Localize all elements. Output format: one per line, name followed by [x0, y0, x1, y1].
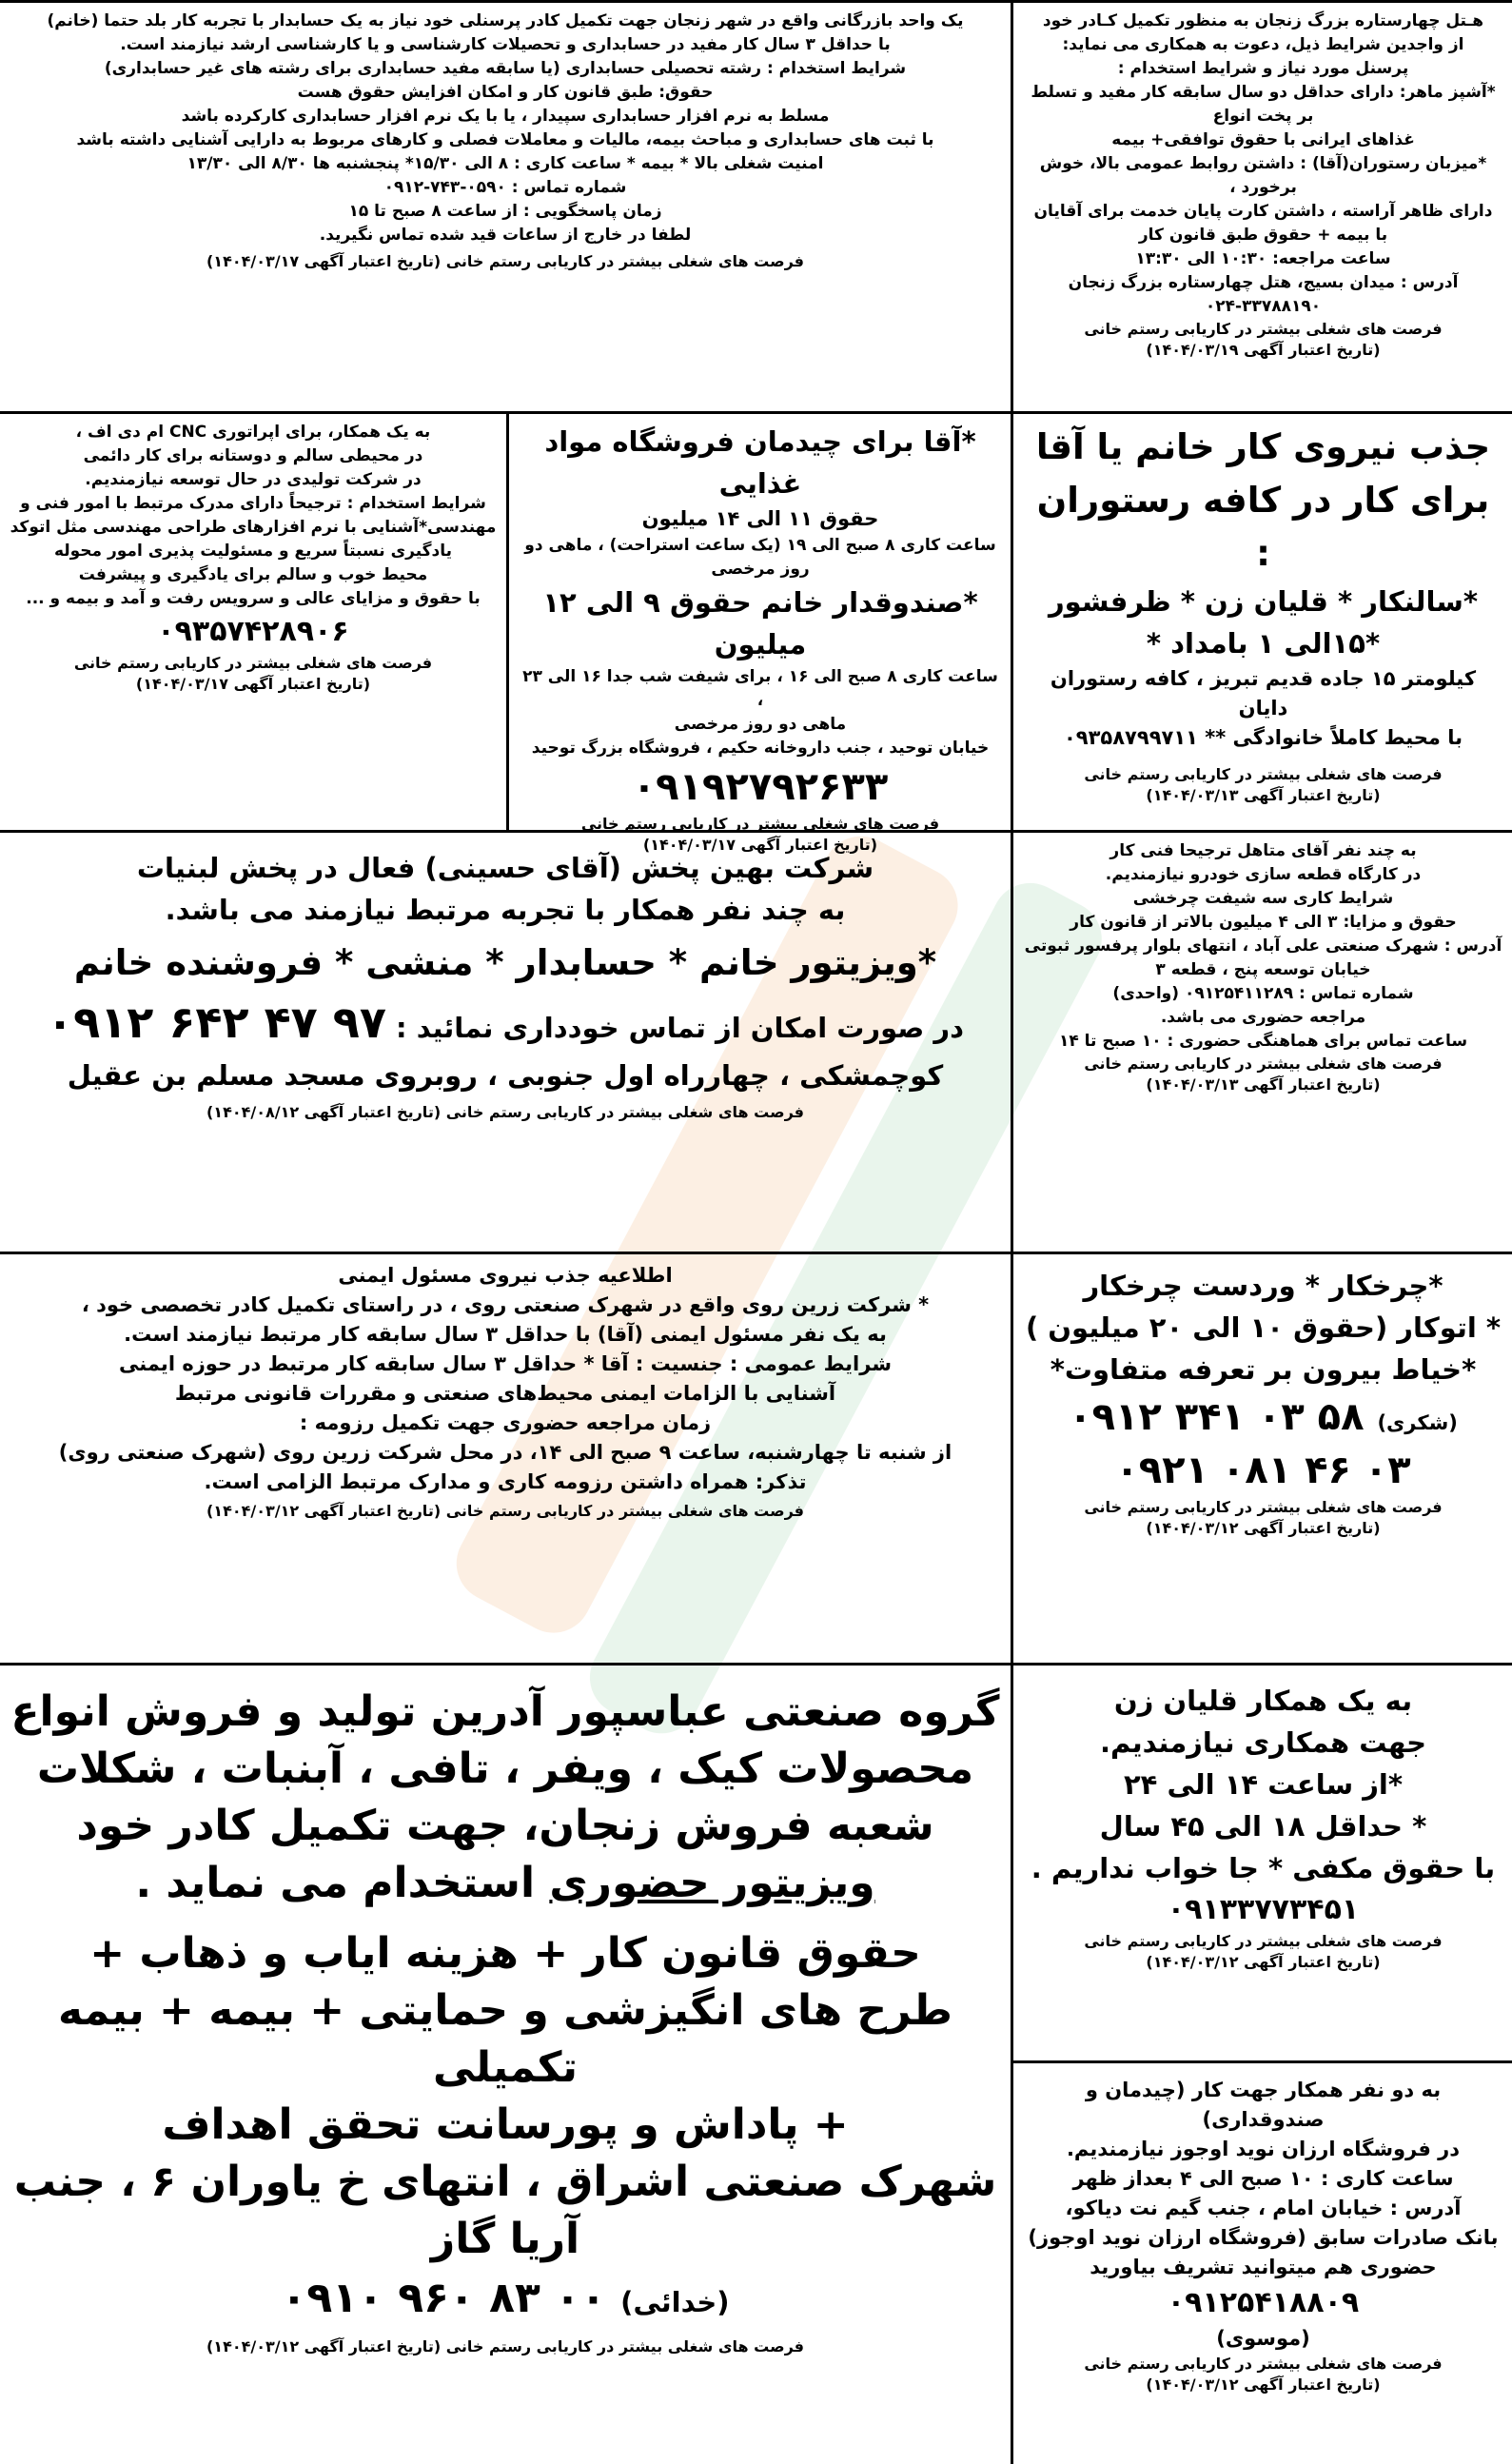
ad-line: شهرک صنعتی اشراق ، انتهای خ یاوران ۶ ، جنب آریا گاز — [13, 2158, 997, 2263]
ad-line: آشنایی با الزامات ایمنی محیط‌های صنعتی و مقررات قانونی مرتبط — [174, 1382, 836, 1405]
ad-line: در کارگاه قطعه سازی خودرو نیازمندیم. — [1105, 865, 1422, 884]
ad-line: شرایط استخدام : ترجیحاً دارای مدرک مرتبط با امور فنی و — [20, 494, 486, 513]
ad-line: طرح های انگیزشی و حمایتی + بیمه + بیمه تکمیلی — [58, 1986, 952, 2092]
ad-dairy — [0, 834, 1011, 1252]
ad-date: (تاریخ اعتبار آگهی ۱۴۰۴/۰۳/۱۲) — [1146, 2375, 1381, 2394]
ad-line: خیابان توسعه پنج ، قطعه ۳ — [1155, 960, 1371, 979]
ad-headline: * اتوکار (حقوق ۱۰ الی ۲۰ میلیون ) — [1025, 1311, 1502, 1344]
ad-headline: محصولات کیک ، ویفر ، تافی ، آبنبات ، شکلات — [36, 1745, 974, 1793]
ad-line: در شرکت تولیدی در حال توسعه نیازمندیم. — [85, 470, 422, 489]
ad-headline: شرکت بهین پخش (آقای حسینی) فعال در پخش لبنیات — [136, 852, 874, 884]
ad-confectionery — [0, 1666, 1011, 2464]
ad-line: شرایط استخدام : رشته تحصیلی حسابداری (یا سابقه مفید حسابداری برای رشته های غیر حسابداری) — [104, 59, 907, 78]
ad-line: بانک صادرات سابق (فروشگاه ارزان نوید اوجوز) — [1028, 2226, 1499, 2249]
ad-line: با حقوق مکفی * جا خواب نداریم . — [1031, 1852, 1496, 1884]
ad-line: با حداقل ۳ سال کار مفید در حسابداری و تحصیلات کارشناسی و یا کارشناسی ارشد نیازمند است. — [120, 35, 891, 54]
ad-footer-text: فرصت های شغلی بیشتر در کاریابی رستم خانی — [445, 1103, 805, 1121]
ad-date: (تاریخ اعتبار آگهی ۱۴۰۴/۰۳/۱۲) — [206, 1502, 442, 1520]
ad-headline: اطلاعیه جذب نیروی مسئول ایمنی — [338, 1264, 673, 1287]
ad-line: حقوق قانون کار + هزینه ایاب و ذهاب + — [89, 1929, 921, 1978]
ad-line: ساعت کاری ۸ صبح الی ۱۶ ، برای شیفت شب جدا ۱۶ الی ۲۳ ، — [522, 667, 998, 710]
ad-line: از شنبه تا چهارشنبه، ساعت ۹ صبح الی ۱۴، در محل شرکت زرین روی (شهرک صنعتی روی) — [58, 1441, 952, 1464]
ad-line: غذاهای ایرانی با حقوق توافقی+ بیمه — [1111, 130, 1415, 149]
ad-line: زمان مراجعه حضوری جهت تکمیل رزومه : — [299, 1411, 712, 1434]
ad-headline: *ویزیتور خانم * حسابدار * منشی * فروشنده خانم — [73, 942, 937, 983]
ad-footer — [10, 1501, 1001, 1522]
ad-line: هـتل چهارستاره بزرگ زنجان به منظور تکمیل کـادر خود — [1042, 11, 1484, 30]
ad-line: به چند نفر آقای متاهل ترجیحا فنی کار — [1109, 841, 1417, 860]
ad-phone-line — [10, 2268, 1001, 2329]
ad-footer — [10, 1102, 1001, 1123]
divider — [1012, 2060, 1512, 2063]
ad-footer: فرصت های شغلی بیشتر در کاریابی رستم خانی — [1084, 320, 1443, 338]
ad-grocery — [510, 415, 1011, 854]
ad-line: با حقوق و مزایای عالی و سرویس رفت و آمد و بیمه و ... — [26, 589, 481, 608]
ad-line: به یک همکار، برای اپراتوری CNC ام دی اف ، — [75, 423, 431, 442]
ad-line: پرسنل مورد نیاز و شرایط استخدام : — [1117, 59, 1409, 78]
ad-line: به چند نفر همکار با تجربه مرتبط نیازمند می باشد. — [165, 894, 846, 926]
ad-headline: گروه صنعتی عباسپور آدرین تولید و فروش انواع — [10, 1687, 1000, 1736]
ad-headline: *چرخکار * وردست چرخکار — [1083, 1270, 1443, 1302]
ad-line: مراجعه حضوری می باشد. — [1160, 1008, 1366, 1027]
ad-footer: فرصت های شغلی بیشتر در کاریابی رستم خانی — [580, 815, 940, 833]
ad-phone: ۰۹۱۰ ۹۶۰ ۸۳ ۰۰ — [281, 2274, 606, 2322]
ad-line: به یک نفر مسئول ایمنی (آقا) با حداقل ۳ سال سابقه کار مرتبط نیازمند است. — [124, 1323, 887, 1346]
ad-footer: فرصت های شغلی بیشتر در کاریابی رستم خانی — [73, 654, 433, 672]
divider — [1011, 0, 1013, 2464]
ad-headline: به دو نفر همکار جهت کار (چیدمان و صندوقداری) — [1085, 2079, 1442, 2131]
ad-line: زمان پاسخگویی : از ساعت ۸ صبح تا ۱۵ — [348, 202, 662, 221]
ad-date: (تاریخ اعتبار آگهی ۱۴۰۴/۰۳/۱۲) — [1146, 1519, 1381, 1537]
ad-headline: *صندوقدار خانم حقوق ۹ الی ۱۲ میلیون — [542, 586, 978, 660]
ad-headline: شعبه فروش زنجان، جهت تکمیل کادر خود — [76, 1802, 934, 1850]
ad-line: *۱۵الی ۱ بامداد * — [1146, 627, 1381, 660]
divider — [0, 1663, 1512, 1666]
ad-line: آدرس : خیابان امام ، جنب گیم نت دیاکو، — [1065, 2197, 1462, 2219]
ad-line: *از ساعت ۱۴ الی ۲۴ — [1123, 1768, 1404, 1801]
ad-footer — [10, 2336, 1001, 2357]
ad-phone-note: (موسوی) — [1216, 2327, 1310, 2350]
ad-line: در فروشگاه ارزان نوید اوجوز نیازمندیم. — [1066, 2138, 1461, 2160]
ad-line: خیابان توحید ، جنب داروخانه حکیم ، فروشگاه بزرگ توحید — [531, 739, 990, 758]
ad-phone: ۰۹۳۵۷۴۲۸۹۰۶ — [157, 615, 349, 648]
ad-line: محیط خوب و سالم برای یادگیری و پیشرفت — [78, 565, 428, 584]
ad-hookah — [1014, 1666, 1512, 2060]
ad-phone: شماره تماس : ۰۵۹۰-۷۴۳-۰۹۱۲ — [383, 178, 627, 197]
ad-date: (تاریخ اعتبار آگهی ۱۴۰۴/۰۳/۱۳) — [1146, 786, 1381, 804]
ad-line: *سالنکار * قلیان زن * ظرفشور — [1048, 585, 1479, 618]
ad-line: جهت همکاری نیازمندیم. — [1099, 1726, 1426, 1759]
ad-line: آدرس : شهرک صنعتی علی آباد ، انتهای بلوار پرفسور ثبوتی — [1024, 936, 1502, 956]
ad-footer: فرصت های شغلی بیشتر در کاریابی رستم خانی — [1084, 1932, 1443, 1950]
ad-date: (تاریخ اعتبار آگهی ۱۴۰۴/۰۳/۱۷) — [135, 675, 371, 693]
ad-line: امنیت شغلی بالا * بیمه * ساعت کاری : ۸ الی ۱۵/۳۰* پنجشنبه ها ۸/۳۰ الی ۱۳/۳۰ — [187, 154, 824, 173]
ad-line-text: در صورت امکان از تماس خودداری نمائید : — [396, 1012, 964, 1044]
ad-phone-line — [1024, 1390, 1502, 1444]
ad-footer: فرصت های شغلی بیشتر در کاریابی رستم خانی — [1084, 1055, 1443, 1073]
ad-line: حضوری هم میتوانید تشریف بیاورید — [1090, 2256, 1437, 2278]
ad-line: حقوق و مزایا: ۳ الی ۴ میلیون بالاتر از قانون کار — [1070, 913, 1457, 932]
ad-accounting — [0, 4, 1011, 411]
ad-date: (تاریخ اعتبار آگهی ۱۴۰۴/۰۸/۱۲) — [206, 1103, 442, 1121]
ad-line: ساعت مراجعه: ۱۰:۳۰ الی ۱۳:۳۰ — [1135, 249, 1391, 268]
ad-hotel — [1014, 4, 1512, 411]
ad-headline — [10, 1855, 1001, 1912]
ad-phone-note: (شکری) — [1377, 1411, 1458, 1434]
ad-line: در محیطی سالم و دوستانه برای کار دائمی — [83, 446, 423, 465]
ad-sewing — [1014, 1255, 1512, 1663]
ad-phone-note: (خدائی) — [620, 2286, 730, 2318]
ad-footer-text: فرصت های شغلی بیشتر در کاریابی رستم خانی — [445, 2337, 805, 2356]
ad-line: *آشپز ماهر: دارای حداقل دو سال سابقه کار مفید و تسلط بر پخت انواع — [1031, 83, 1496, 126]
ad-line: تذکر: همراه داشتن رزومه کاری و مدارک مرتبط الزامی است. — [204, 1470, 807, 1493]
ad-phone: ۰۹۱۲ ۶۴۲ ۴۷ ۹۷ — [47, 996, 386, 1048]
ad-workshop — [1014, 834, 1512, 1252]
ad-footer: فرصت های شغلی بیشتر در کاریابی رستم خانی — [1084, 765, 1443, 783]
ad-date: (تاریخ اعتبار آگهی ۱۴۰۴/۰۳/۱۳) — [1146, 1075, 1381, 1094]
ad-cnc — [0, 415, 506, 830]
ad-footer: فرصت های شغلی بیشتر در کاریابی رستم خانی — [1084, 2355, 1443, 2373]
ad-line: کوچمشکی ، چهارراه اول جنوبی ، روبروی مسجد مسلم بن عقیل — [67, 1059, 944, 1092]
ad-line: + پاداش و پورسانت تحقق اهداف — [162, 2100, 849, 2149]
ad-line: * شرکت زرین روی واقع در شهرک صنعتی روی ، در راستای تکمیل کادر تخصصی خود ، — [81, 1293, 930, 1316]
ad-headline: به یک همکار قلیان زن — [1113, 1685, 1413, 1717]
ad-line: *میزبان رستوران(آقا) : داشتن روابط عمومی بالا، خوش برخورد ، — [1039, 154, 1487, 197]
ad-line: یک واحد بازرگانی واقع در شهر زنجان جهت تکمیل کادر پرسنلی خود نیاز به یک حسابدار با تجربه کار بلد حتما (خانم) — [47, 11, 964, 30]
ad-headline: *خیاط بیرون بر تعرفه متفاوت* — [1050, 1353, 1477, 1386]
ad-footer-text: فرصت های شغلی بیشتر در کاریابی رستم خانی — [445, 1502, 805, 1520]
ad-line: شرایط کاری سه شیفت چرخشی — [1132, 889, 1394, 908]
ad-date: (تاریخ اعتبار آگهی ۱۴۰۴/۰۳/۱۲) — [1146, 1953, 1381, 1971]
ad-line: ساعت کاری ۸ صبح الی ۱۹ (یک ساعت استراحت) ، ماهی دو روز مرخصی — [524, 536, 996, 579]
ad-line — [10, 995, 1001, 1049]
ad-line: با بیمه + حقوق طبق قانون کار — [1138, 226, 1388, 245]
ad-line: از واجدین شرایط ذیل، دعوت به همکاری می نماید: — [1062, 35, 1464, 54]
ad-phone: شماره تماس : ۰۹۱۲۵۴۱۱۲۸۹ (واحدی) — [1112, 984, 1414, 1003]
ad-phone: ۰۹۱۲۵۴۱۸۸۰۹ — [1167, 2286, 1360, 2319]
ad-highlight: ویزیتور حضوری — [549, 1859, 875, 1907]
divider — [0, 1252, 1512, 1254]
ad-line: * حداقل ۱۸ الی ۴۵ سال — [1099, 1810, 1427, 1843]
ad-headline: *آقا برای چیدمان فروشگاه مواد غذایی — [544, 425, 976, 500]
ad-line: شرایط عمومی : جنسیت : آقا * حداقل ۳ سال سابقه کار مرتبط در حوزه ایمنی — [119, 1352, 892, 1375]
ad-line: دارای ظاهر آراسته ، داشتن کارت پایان خدمت برای آقایان — [1033, 202, 1493, 221]
ad-headline: برای کار در کافه رستوران : — [1036, 480, 1490, 574]
ad-phone: ۰۹۱۹۲۷۹۲۶۳۳ — [632, 765, 889, 809]
ad-line: ساعت تماس برای هماهنگی حضوری : ۱۰ صبح تا ۱۴ — [1058, 1032, 1468, 1051]
ad-phone: ۰۹۲۱ ۰۸۱ ۴۶ ۰۳ — [1115, 1449, 1411, 1492]
ad-line: با ثبت های حسابداری و مباحث بیمه، مالیات و معاملات فصلی و کارهای مربوط به دارایی آشنایی داشته باشد — [76, 130, 934, 149]
ad-line: مهندسی*آشنایی با نرم افزارهای طراحی مهندسی مثل اتوکد — [10, 518, 497, 537]
ad-line: حقوق: طبق قانون کار و امکان افزایش حقوق هست — [297, 83, 714, 102]
ad-store — [1014, 2064, 1512, 2464]
ad-date: (تاریخ اعتبار آگهی ۱۴۰۴/۰۳/۱۷) — [642, 836, 878, 854]
ad-headline: جذب نیروی کار خانم یا آقا — [1035, 426, 1491, 467]
ad-headline-rest: استخدام می نماید . — [135, 1859, 550, 1907]
divider — [0, 411, 1512, 414]
ad-line: حقوق ۱۱ الی ۱۴ میلیون — [641, 507, 879, 530]
ad-date: (تاریخ اعتبار آگهی ۱۴۰۴/۰۳/۱۷) — [206, 252, 442, 270]
divider — [506, 411, 509, 830]
ad-date: (تاریخ اعتبار آگهی ۱۴۰۴/۰۳/۱۹) — [1146, 341, 1381, 359]
divider — [0, 0, 1512, 3]
ad-date: (تاریخ اعتبار آگهی ۱۴۰۴/۰۳/۱۲) — [206, 2337, 442, 2356]
ad-line: با محیط کاملاً خانوادگی ** ۰۹۳۵۸۷۹۹۷۱۱ — [1063, 726, 1463, 749]
ad-safety — [0, 1255, 1011, 1663]
ad-line: ماهی دو روز مرخصی — [674, 715, 847, 734]
ad-cafe — [1014, 415, 1512, 830]
ad-phone: ۰۲۴-۳۳۷۸۸۱۹۰ — [1205, 297, 1322, 316]
ad-line: مسلط به نرم افزار حسابداری سپیدار ، یا با یک نرم افزار حسابداری کارکرده باشد — [181, 107, 830, 126]
ad-footer: فرصت های شغلی بیشتر در کاریابی رستم خانی — [1084, 1498, 1443, 1516]
ad-line: یادگیری نسبتاً سریع و مسئولیت پذیری امور محوله — [53, 542, 453, 561]
ad-footer — [10, 251, 1001, 272]
ad-line: آدرس : میدان بسیج، هتل چهارستاره بزرگ زنجان — [1068, 273, 1459, 292]
ad-phone: ۰۹۱۲ ۳۴۱ ۰۳ ۵۸ — [1069, 1395, 1365, 1439]
ad-phone: ۰۹۱۳۳۷۷۳۴۵۱ — [1167, 1893, 1360, 1926]
ad-line: ساعت کاری : ۱۰ صبح الی ۴ بعداز ظهر — [1072, 2167, 1454, 2190]
ad-line: لطفا در خارج از ساعات قید شده تماس نگیرید. — [319, 226, 692, 245]
ad-footer-text: فرصت های شغلی بیشتر در کاریابی رستم خانی — [445, 252, 805, 270]
ad-line: کیلومتر ۱۵ جاده قدیم تبریز ، کافه رستوران دایان — [1050, 667, 1477, 719]
